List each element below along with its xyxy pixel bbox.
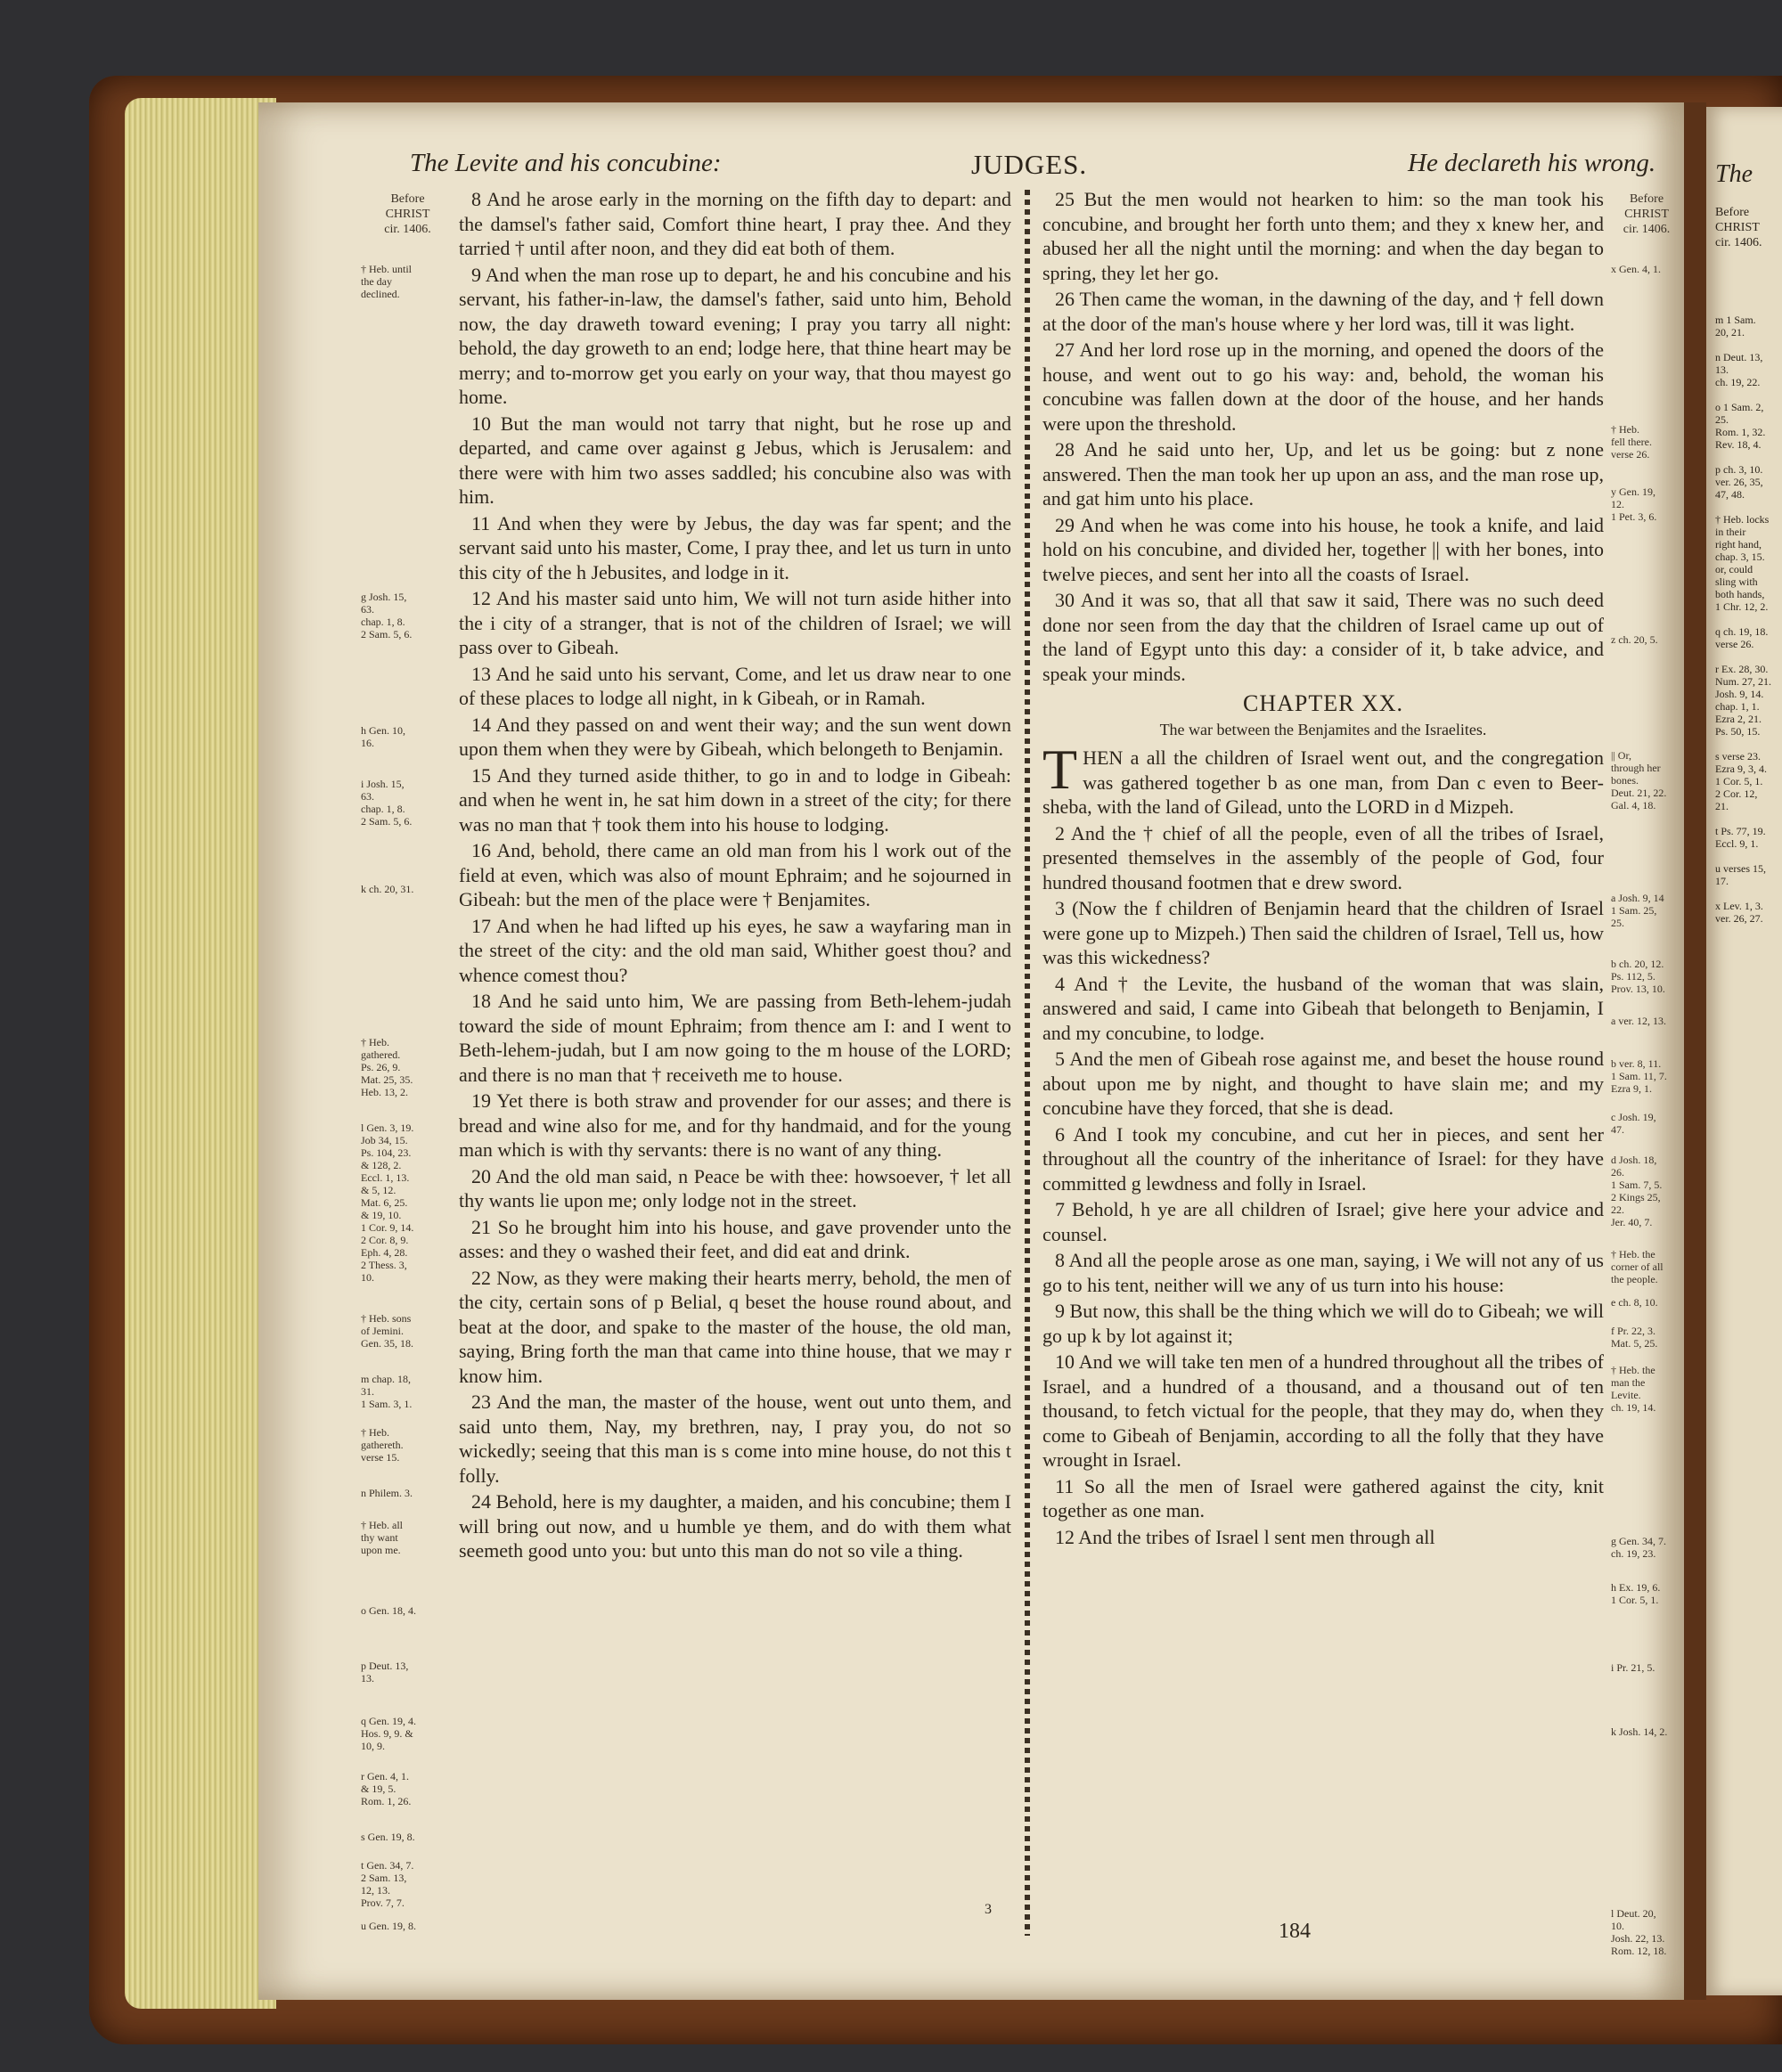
margin-note: l Gen. 3, 19. Job 34, 15. Ps. 104, 23. & 128, 2. Eccl. 1, 13. & 5, 12. Mat. 6, 25. & 19, 10. 1 Cor. 9, 14. 2 Cor. 8, 9. Eph. 4, 28. 2 Thess. 3, 10. (361, 1122, 414, 1284)
margin-note: s Gen. 19, 8. (361, 1831, 415, 1843)
margin-note: r Gen. 4, 1. & 19, 5. Rom. 1, 26. (361, 1770, 412, 1807)
verse: 8 And all the people arose as one man, saying, i We will not any of us go to his tent, neither will we any of us turn into his house: (1042, 1249, 1604, 1296)
verse: 15 And they turned aside thither, to go in and to lodge in Gibeah: and when he went in, he sat him down in a street of the city; for there was no man that † took them into his house to lodging. (459, 763, 1011, 836)
bible-page (258, 102, 1684, 2000)
page-edges (125, 98, 276, 2009)
margin-note: u Gen. 19, 8. (361, 1920, 416, 1932)
margin-note: h Ex. 19, 6. 1 Cor. 5, 1. (1611, 1581, 1661, 1606)
verse: 23 And the man, the master of the house, went out unto them, and said unto them, Nay, my brethren, nay, I pray you, do not so wickedly; seeing that this man is s come into mine house, do not this t folly. (459, 1391, 1011, 1487)
verse: 17 And when he had lifted up his eyes, he saw a wayfaring man in the street of the city: and the old man said, Whither goest thou? and whence comest thou? (459, 914, 1011, 986)
margin-note: † Heb. until the day declined. (361, 263, 412, 300)
verse: 12 And the tribes of Israel l sent men through all (1055, 1525, 1435, 1548)
verse: 13 And he said unto his servant, Come, and let us draw near to one of these places to lodge all night, in k Gibeah, or in Ramah. (459, 662, 1011, 709)
margin-note: h Gen. 10, 16. (361, 724, 405, 749)
margin-note: b ver. 8, 11. 1 Sam. 11, 7. Ezra 9, 1. (1611, 1057, 1667, 1095)
margin-note: t Gen. 34, 7. 2 Sam. 13, 12, 13. Prov. 7, 7. (361, 1859, 414, 1909)
verse: 21 So he brought him into his house, and gave provender unto the asses: and they o washed their feet, and did eat and drink. (459, 1215, 1011, 1262)
drop-cap: T (1042, 738, 1078, 801)
verse: 22 Now, as they were making their hearts merry, behold, the men of the city, certain sons of p Belial, q beset the house round about, and beat at the door, and spake to the master of the house, the old man, saying, Bring forth the man that came into thine house, that we may r know him. (459, 1266, 1011, 1387)
margin-note: † Heb. sons of Jemini. Gen. 35, 18. (361, 1312, 413, 1350)
margin-note: † Heb. the corner of all the people. (1611, 1248, 1663, 1285)
margin-note: q Gen. 19, 4. Hos. 9, 9. & 10, 9. (361, 1715, 416, 1752)
facing-page (1706, 107, 1782, 1995)
verse: 28 And he said unto her, Up, and let us be going: but z none answered. Then the man took her up upon an ass, and the man rose up, and gat him unto his place. (1042, 438, 1604, 510)
printer-signature: 3 (985, 1902, 992, 1917)
margin-note: k Josh. 14, 2. (1611, 1725, 1668, 1738)
margin-note: e ch. 8, 10. (1611, 1296, 1658, 1309)
verse: 24 Behold, here is my daughter, a maiden, and his concubine; them I will bring out now, and u humble ye them, and do with them what seemeth good unto you: but unto this man do not so vile a thing. (459, 1490, 1011, 1562)
running-head (258, 149, 1684, 184)
facing-page-year-note: Before CHRIST cir. 1406. (1715, 206, 1762, 249)
facing-page-head: The (1715, 160, 1753, 188)
margin-note: † Heb. fell there. verse 26. (1611, 423, 1652, 461)
facing-page-notes: m 1 Sam. 20, 21. n Deut. 13, 13. ch. 19, 22. o 1 Sam. 2, 25. Rom. 1, 32. Rev. 18, 4. p ch. 3, 10. ver. 26, 35, 47, 48. † Heb. locks in their right hand, chap. 3, 15. or, could sling with both hands, 1 Chr. 12, 2. q ch. 19, 18. verse 26. r Ex. 28, 30. Num. 27, 21. Josh. 9, 14. chap. 1, 1. Ezra 2, 21. Ps. 50, 15. s verse 23. Ezra 9, 3, 4. 1 Cor. 5, 1. 2 Cor. 12, 21. t Ps. 77, 19. Eccl. 9, 1. u verses 15, 17. x Lev. 1, 3. ver. 26, 27. (1715, 314, 1771, 925)
verse: 6 And I took my concubine, and cut her in pieces, and sent her throughout all the country of the inheritance of Israel: for they have committed g lewdness and folly in Israel. (1042, 1122, 1604, 1195)
margin-note: l Deut. 20, 10. Josh. 22, 13. Rom. 12, 18. (1611, 1907, 1667, 1957)
verse: 5 And the men of Gibeah rose against me, and beset the house round about upon me by night, and thought to have slain me; and my concubine have they forced, that she is dead. (1042, 1048, 1604, 1119)
verse: 11 So all the men of Israel were gathered against the city, knit together as one man. (1042, 1474, 1604, 1521)
margin-note: p Deut. 13, 13. (361, 1660, 409, 1685)
book-gutter (1684, 102, 1706, 2000)
verse: 26 Then came the woman, in the dawning of the day, and † fell down at the door of the man's house where y her lord was, till it was light. (1042, 288, 1604, 335)
verse: 25 But the men would not hearken to him: so the man took his concubine, and brought her forth unto them; and they x knew her, and abused her all the night until the morning: and when the day began to spring, they let her go. (1042, 188, 1604, 284)
verse: 14 And they passed on and went their way; and the sun went down upon them when they were by Gibeah, which belongeth to Benjamin. (459, 713, 1011, 760)
right-text-column (1042, 187, 1604, 1551)
year-note: Before CHRIST cir. 1406. (384, 192, 431, 236)
margin-note: x Gen. 4, 1. (1611, 263, 1661, 275)
verse: 4 And † the Levite, the husband of the woman that was slain, answered and said, I came into Gibeah that belongeth to Benjamin, I and my concubine, to lodge. (1042, 972, 1604, 1044)
margin-note: y Gen. 19, 12. 1 Pet. 3, 6. (1611, 485, 1657, 523)
margin-note: g Josh. 15, 63. chap. 1, 8. 2 Sam. 5, 6. (361, 591, 413, 640)
running-head-left: The Levite and his concubine: (410, 149, 722, 177)
margin-note: z ch. 20, 5. (1611, 633, 1658, 646)
margin-note: † Heb. the man the Levite. ch. 19, 14. (1611, 1364, 1656, 1414)
verse: 10 But the man would not tarry that night, but he rose up and departed, and came over against g Jebus, which is Jerusalem: and there were with him two asses saddled; his concubine also was with him. (459, 412, 1011, 508)
margin-note: † Heb. gathered. Ps. 26, 9. Mat. 25, 35. Heb. 13, 2. (361, 1036, 413, 1098)
margin-note: † Heb. gathereth. verse 15. (361, 1426, 404, 1464)
column-divider (1025, 190, 1030, 1936)
margin-note: k ch. 20, 31. (361, 883, 414, 895)
verse: 9 And when the man rose up to depart, he and his concubine and his servant, his father-in-law, the damsel's father, said unto him, Behold now, the day draweth toward evening; I pray you tarry all night: behold, the day groweth to an end; lodge here, that thine heart may be merry; and to-morrow get you early on your way, that thou mayest go home. (459, 263, 1011, 408)
verse: 10 And we will take ten men of a hundred throughout all the tribes of Israel, and a hundred of a thousand, and a thousand out of ten thousand, to fetch victual for the people, that they may do, when they come to Gibeah of Benjamin, according to all the folly that they have wrought in Israel. (1042, 1350, 1604, 1471)
first-verse-text: HEN a all the children of Israel went out, and the congregation was gathered together b as one man, from Dan c even to Beer-sheba, with the land of Gilead, unto the LORD in d Mizpeh. (1042, 746, 1604, 818)
margin-note: d Josh. 18, 26. 1 Sam. 7, 5. 2 Kings 25, 22. Jer. 40, 7. (1611, 1154, 1663, 1228)
verse: 8 And he arose early in the morning on the fifth day to depart: and the damsel's father said, Comfort thine heart, I pray thee. And they tarried † until after noon, and they did eat both of them. (459, 188, 1011, 259)
margin-note: o Gen. 18, 4. (361, 1604, 416, 1617)
verse: 27 And her lord rose up in the morning, and opened the doors of the house, and went out to go his way: and, behold, the woman his concubine was fallen down at the door of the house, and her hands were upon the threshold. (1042, 339, 1604, 435)
verse: 18 And he said unto him, We are passing from Beth-lehem-judah toward the side of mount Ephraim; from thence am I: and I went to Beth-lehem-judah, but I am now going to the m house of the LORD; and there is no man that † receiveth me to house. (459, 990, 1011, 1086)
margin-note: i Pr. 21, 5. (1611, 1661, 1655, 1674)
margin-note: † Heb. all thy want upon me. (361, 1519, 403, 1556)
margin-note: i Josh. 15, 63. chap. 1, 8. 2 Sam. 5, 6. (361, 778, 413, 828)
margin-note: c Josh. 19, 47. (1611, 1111, 1656, 1136)
margin-note: a ver. 12, 13. (1611, 1015, 1666, 1027)
chapter-first-verse (1042, 738, 1604, 820)
margin-note: g Gen. 34, 7. ch. 19, 23. (1611, 1535, 1666, 1560)
verse: 29 And when he was come into his house, he took a knife, and laid hold on his concubine, and divided her, together || with her bones, into twelve pieces, and sent her into all the coasts of Israel. (1042, 513, 1604, 585)
verse: 12 And his master said unto him, We will not turn aside hither into the i city of a stranger, that is not of the children of Israel; we will pass over to Gibeah. (459, 587, 1011, 658)
margin-note: f Pr. 22, 3. Mat. 5, 25. (1611, 1325, 1658, 1350)
verse: 7 Behold, h ye are all children of Israel; give here your advice and counsel. (1042, 1198, 1604, 1245)
margin-note: m chap. 18, 31. 1 Sam. 3, 1. (361, 1373, 413, 1410)
verse: 30 And it was so, that all that saw it said, There was no such deed done nor seen from the day that the children of Israel came up out of the land of Egypt unto this day: a consider of it, b take advice, and speak your minds. (1042, 589, 1604, 685)
running-head-right: He declareth his wrong. (1408, 149, 1656, 177)
verse: 16 And, behold, there came an old man from his l work out of the field at even, which was also of mount Ephraim; and he sojourned in Gibeah: but the men of the place were † Benjamites. (459, 839, 1011, 910)
page-number: 184 (1279, 1920, 1311, 1943)
chapter-summary: The war between the Benjamites and the Israelites. (1159, 720, 1487, 738)
chapter-title: CHAPTER XX. (1242, 690, 1403, 716)
verse: 2 And the † chief of all the people, even of all the tribes of Israel, presented themselves in the assembly of the people of God, four hundred thousand footmen that e drew sword. (1042, 821, 1604, 893)
verse: 20 And the old man said, n Peace be with thee: howsoever, † let all thy wants lie upon me; only lodge not in the street. (459, 1164, 1011, 1211)
margin-note: || Or, through her bones. Deut. 21, 22. Gal. 4, 18. (1611, 749, 1667, 812)
year-note: Before CHRIST cir. 1406. (1623, 192, 1671, 236)
verse: 3 (Now the f children of Benjamin heard that the children of Israel were gone up to Mizpeh.) Then said the children of Israel, Tell us, how was this wickedness? (1042, 897, 1604, 968)
margin-note: n Philem. 3. (361, 1487, 413, 1499)
verse: 11 And when they were by Jebus, the day was far spent; and the servant said unto his master, Come, I pray thee, and let us turn in unto this city of the h Jebusites, and lodge in it. (459, 511, 1011, 583)
margin-note: a Josh. 9, 14 1 Sam. 25, 25. (1611, 892, 1664, 929)
left-text-column (459, 187, 1011, 1565)
margin-note: b ch. 20, 12. Ps. 112, 5. Prov. 13, 10. (1611, 958, 1665, 995)
running-head-book: JUDGES. (971, 149, 1088, 180)
verse: 19 Yet there is both straw and provender for our asses; and there is bread and wine also for me, and for thy handmaid, and for the young man which is with thy servants: there is no want of any thing. (459, 1089, 1011, 1161)
verse: 9 But now, this shall be the thing which we will do to Gibeah; we will go up k by lot against it; (1042, 1300, 1604, 1347)
